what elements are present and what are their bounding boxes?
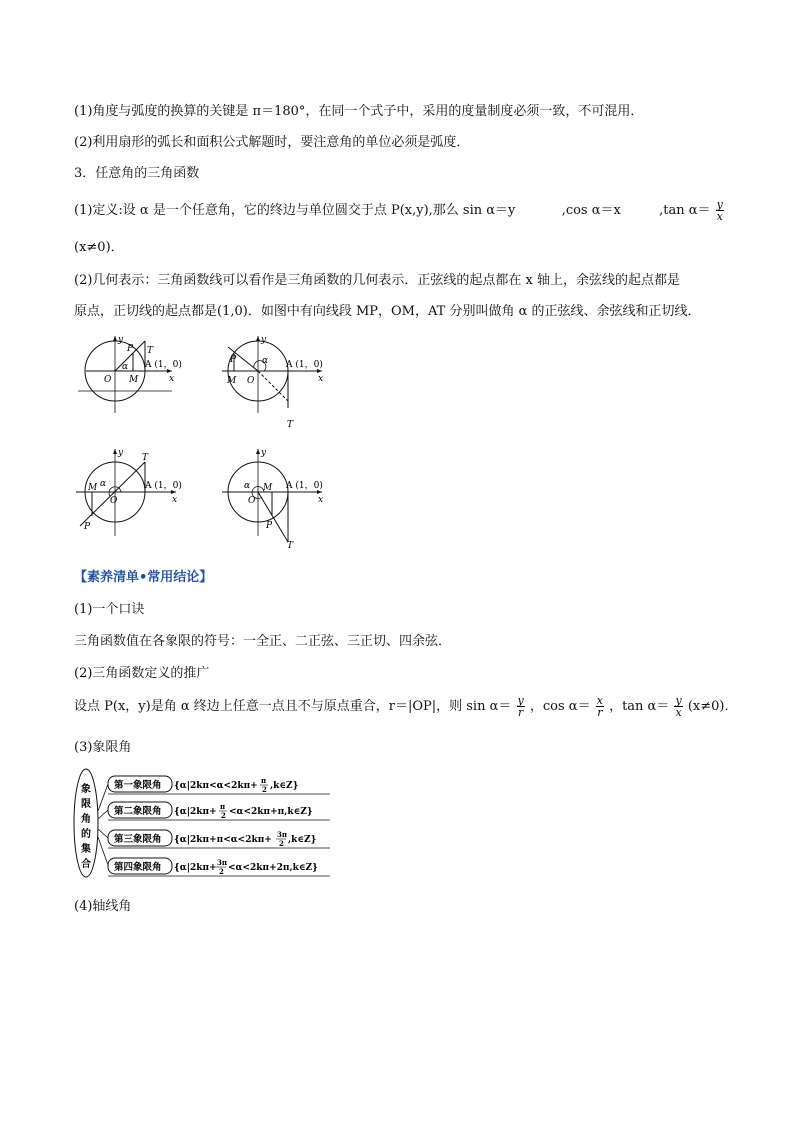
conclusion-3-title: (3)象限角 xyxy=(74,740,132,755)
label-O: O xyxy=(104,375,112,385)
brace-char-2: 限 xyxy=(81,799,91,810)
definition-condition: (x≠0)． xyxy=(74,240,124,255)
fraction-numerator: x xyxy=(596,694,603,707)
label-O: O xyxy=(110,496,118,506)
formula-part-sin: 设点 P(x，y)是角 α 终边上任意一点且不与原点重合，r＝|OP|，则 sin α＝ xyxy=(74,699,512,714)
label-T: T xyxy=(287,420,294,430)
label-y: y xyxy=(261,335,267,345)
label-M: M xyxy=(227,376,237,386)
conclusion-1-text: 三角函数值在各象限的符号：一全正、二正弦、三正切、四余弦． xyxy=(74,634,452,649)
quadrant-3-set: {α|2kπ+π<α<2kπ+ xyxy=(174,835,272,845)
label-P: P xyxy=(84,522,91,532)
quadrant-1-tail: ,k∈Z} xyxy=(270,781,299,791)
fraction-denominator: x xyxy=(675,706,682,719)
section-heading-trig: 3．任意角的三角函数 xyxy=(74,166,200,181)
fraction-denominator: r xyxy=(517,706,524,719)
paragraph-sector-formula: (2)利用扇形的弧长和面积公式解题时，要注意角的单位必须是弧度． xyxy=(74,135,470,150)
label-T: T xyxy=(147,346,154,356)
label-P: P xyxy=(127,344,134,354)
fraction-denominator: r xyxy=(597,706,603,719)
label-alpha: α xyxy=(100,479,107,489)
quadrant-3-tail: ,k∈Z} xyxy=(288,835,317,845)
quadrant-3-name: 第三象限角 xyxy=(114,834,162,845)
label-y: y xyxy=(118,335,124,345)
label-T: T xyxy=(287,541,294,551)
conclusion-4-title: (4)轴线角 xyxy=(74,899,132,914)
brace-char-5: 集 xyxy=(81,844,91,855)
label-M: M xyxy=(263,483,273,493)
label-alpha: α xyxy=(262,356,269,366)
quadrant-4-frac-den: 2 xyxy=(219,867,224,876)
paragraph-radian-key: (1)角度与弧度的换算的关键是 π＝180°，在同一个式子中，采用的度量制度必须一致，不可混用． xyxy=(74,104,644,119)
fraction-y-over-r xyxy=(517,695,525,718)
section-heading-conclusions: 【素养清单•常用结论】 xyxy=(74,570,213,585)
unit-circle-figure-quadrant-1 xyxy=(72,333,192,415)
fraction-denominator: x xyxy=(716,210,723,223)
quadrant-angle-sets-diagram xyxy=(72,767,334,879)
label-alpha: α xyxy=(122,362,129,372)
paragraph-definition xyxy=(74,199,725,222)
definition-part-sin: (1)定义:设 α 是一个任意角，它的终边与单位圆交于点 P(x,y),那么 sin α＝y xyxy=(74,203,516,218)
label-M: M xyxy=(129,375,139,385)
label-M: M xyxy=(88,483,98,493)
label-x: x xyxy=(318,374,324,384)
paragraph-geometric-1: (2)几何表示：三角函数线可以看作是三角函数的几何表示．正弦线的起点都在 x 轴上，余弦线的起点都是 xyxy=(74,273,681,288)
quadrant-1-name: 第一象限角 xyxy=(114,780,162,791)
label-A: A (1，0) xyxy=(145,360,182,370)
quadrant-2-set: {α|2kπ+ xyxy=(174,807,217,817)
quadrant-4-tail: <α<2kπ+2π,k∈Z} xyxy=(228,863,318,873)
paragraph-geometric-2: 原点，正切线的起点都是(1,0)．如图中有向线段 MP，OM，AT 分别叫做角 α 的正弦线、余弦线和正切线． xyxy=(74,304,701,319)
conclusion-2-formula xyxy=(74,695,737,718)
quadrant-1-frac-num: π xyxy=(261,776,267,785)
quadrant-4-frac-num: 3π xyxy=(217,858,227,867)
fraction-y-over-x xyxy=(716,199,724,222)
label-P: P xyxy=(266,521,273,531)
fraction-y-over-x xyxy=(674,695,682,718)
label-O: O xyxy=(248,496,256,506)
conclusion-1-title: (1)一个口诀 xyxy=(74,602,145,617)
fraction-x-over-r xyxy=(596,695,604,718)
label-A: A (1，0) xyxy=(286,360,323,370)
conclusion-2-title: (2)三角函数定义的推广 xyxy=(74,666,210,681)
fraction-numerator: y xyxy=(675,694,682,707)
label-P: P xyxy=(230,355,237,365)
label-O: O xyxy=(247,376,255,386)
quadrant-4-set: {α|2kπ+ xyxy=(174,863,217,873)
definition-part-tan: ,tan α＝ xyxy=(659,203,711,218)
quadrant-2-frac-den: 2 xyxy=(221,811,226,820)
quadrant-1-set: {α|2kπ<α<2kπ+ xyxy=(174,781,258,791)
label-x: x xyxy=(318,495,324,505)
fraction-numerator: y xyxy=(517,694,524,707)
label-T: T xyxy=(142,453,149,463)
fraction-numerator: y xyxy=(716,198,723,211)
label-x: x xyxy=(172,495,178,505)
unit-circle-figure-quadrant-4 xyxy=(218,446,338,552)
brace-char-6: 合 xyxy=(81,859,91,870)
quadrant-4-name: 第四象限角 xyxy=(114,862,162,873)
label-y: y xyxy=(118,448,124,458)
unit-circle-figure-quadrant-3 xyxy=(72,446,192,541)
formula-part-condition: (x≠0)． xyxy=(687,699,738,714)
label-alpha: α xyxy=(244,481,251,491)
unit-circle-figure-quadrant-2 xyxy=(218,333,338,433)
label-x: x xyxy=(169,374,175,384)
brace-char-4: 的 xyxy=(81,829,91,840)
label-A: A (1，0) xyxy=(286,481,323,491)
quadrant-3-frac-den: 2 xyxy=(279,839,284,848)
formula-part-cos: ，cos α＝ xyxy=(529,699,591,714)
quadrant-1-frac-den: 2 xyxy=(262,785,267,794)
brace-char-1: 象 xyxy=(81,784,91,795)
quadrant-3-frac-num: 3π xyxy=(277,830,287,839)
quadrant-2-name: 第二象限角 xyxy=(114,806,162,817)
definition-part-cos: ,cos α＝x xyxy=(561,203,621,218)
formula-part-tan: ，tan α＝ xyxy=(609,699,670,714)
quadrant-2-frac-num: π xyxy=(220,802,226,811)
label-A: A (1，0) xyxy=(145,481,182,491)
label-y: y xyxy=(261,448,267,458)
quadrant-2-tail: <α<2kπ+π,k∈Z} xyxy=(229,807,313,817)
brace-char-3: 角 xyxy=(81,814,91,825)
